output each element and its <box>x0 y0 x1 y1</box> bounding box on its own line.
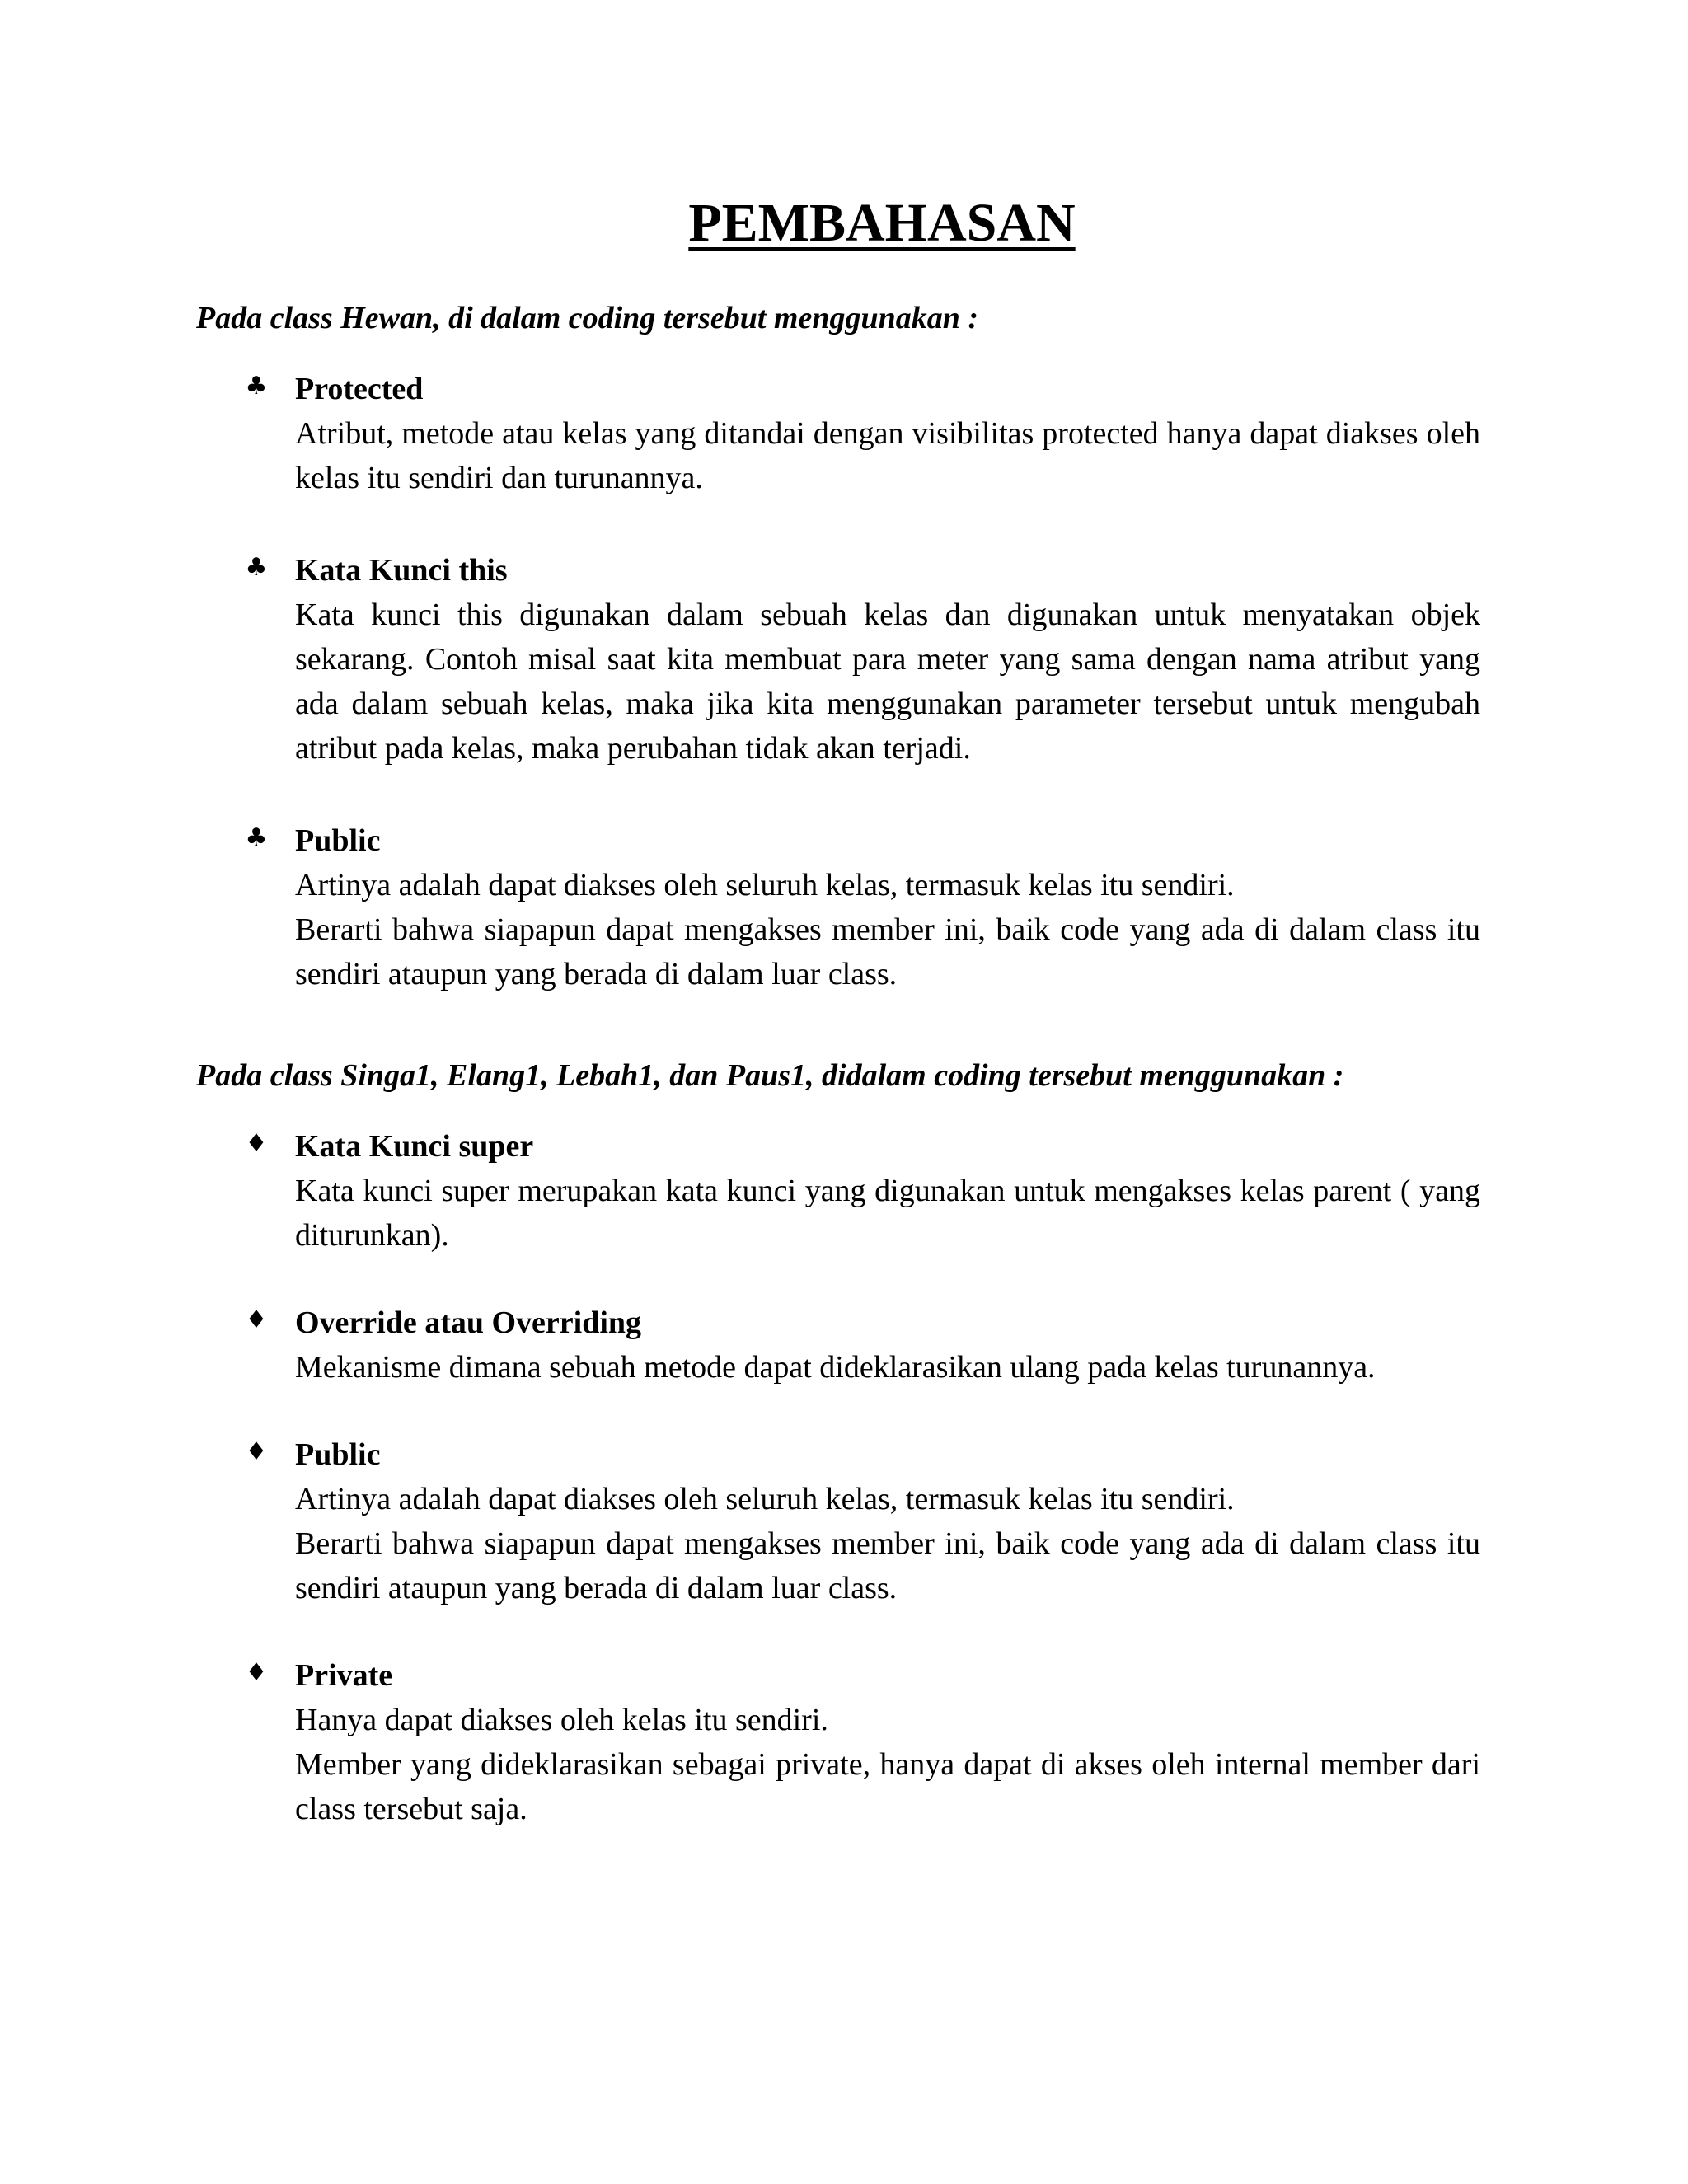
item-title: Kata Kunci this <box>295 553 508 588</box>
diamond-icon: ♦ <box>245 1658 268 1687</box>
item-body <box>295 593 1480 771</box>
item-paragraph: Hanya dapat diakses oleh kelas itu sendiri. <box>295 1703 828 1737</box>
item-paragraph: Mekanisme dimana sebuah metode dapat dideklarasikan ulang pada kelas turunannya. <box>295 1350 1376 1385</box>
diamond-icon: ♦ <box>245 1129 268 1158</box>
item-title: Kata Kunci super <box>295 1129 534 1164</box>
club-icon: ♣ <box>245 372 268 401</box>
section-heading-hewan: Pada class Hewan, di dalam coding tersebut menggunakan : <box>196 301 979 335</box>
item-title: Protected <box>295 372 424 406</box>
list-item-protected <box>0 367 1688 500</box>
item-paragraph: Kata kunci this digunakan dalam sebuah kelas dan digunakan untuk menyatakan objek sekarang. Contoh misal saat kita membuat para meter yang sama dengan nama atribut yang ada dalam sebuah kelas, maka jika kita menggunakan parameter tersebut untuk mengubah atribut pada kelas, maka perubahan tidak akan terjadi. <box>295 598 1480 766</box>
item-body <box>295 1698 1480 1831</box>
page-title: PEMBAHASAN <box>688 193 1076 253</box>
section-heading-subclasses: Pada class Singa1, Elang1, Lebah1, dan Paus1, didalam coding tersebut menggunakan : <box>196 1058 1344 1093</box>
diamond-icon: ♦ <box>245 1305 268 1334</box>
list-item-public <box>0 1432 1688 1610</box>
list-item-kata-kunci-super <box>0 1124 1688 1258</box>
item-paragraph: Atribut, metode atau kelas yang ditandai dengan visibilitas protected hanya dapat diakses oleh kelas itu sendiri dan turunannya. <box>295 416 1480 495</box>
item-title: Public <box>295 1437 381 1472</box>
bullet-list-hewan <box>0 367 1688 996</box>
list-item-private <box>0 1653 1688 1831</box>
item-body <box>295 863 1480 996</box>
item-paragraph: Berarti bahwa siapapun dapat mengakses member ini, baik code yang ada di dalam class itu sendiri ataupun yang berada di dalam luar class. <box>295 912 1480 991</box>
item-paragraph: Kata kunci super merupakan kata kunci yang digunakan untuk mengakses kelas parent ( yang diturunkan). <box>295 1174 1480 1253</box>
item-paragraph: Berarti bahwa siapapun dapat mengakses member ini, baik code yang ada di dalam class itu sendiri ataupun yang berada di dalam luar class. <box>295 1526 1480 1605</box>
item-body <box>295 1169 1480 1258</box>
item-title: Public <box>295 823 381 858</box>
list-item-public <box>0 818 1688 996</box>
item-body <box>295 1345 1480 1390</box>
list-item-override <box>0 1301 1688 1390</box>
item-body <box>295 411 1480 500</box>
diamond-icon: ♦ <box>245 1437 268 1466</box>
item-body <box>295 1477 1480 1610</box>
list-item-kata-kunci-this <box>0 548 1688 771</box>
item-title: Override atau Overriding <box>295 1305 642 1340</box>
item-paragraph: Member yang dideklarasikan sebagai private, hanya dapat di akses oleh internal member dari class tersebut saja. <box>295 1747 1480 1826</box>
item-paragraph: Artinya adalah dapat diakses oleh seluruh kelas, termasuk kelas itu sendiri. <box>295 868 1235 902</box>
club-icon: ♣ <box>245 553 268 582</box>
club-icon: ♣ <box>245 823 268 852</box>
bullet-list-subclasses <box>0 1124 1688 1831</box>
item-title: Private <box>295 1658 393 1693</box>
item-paragraph: Artinya adalah dapat diakses oleh seluruh kelas, termasuk kelas itu sendiri. <box>295 1482 1235 1516</box>
